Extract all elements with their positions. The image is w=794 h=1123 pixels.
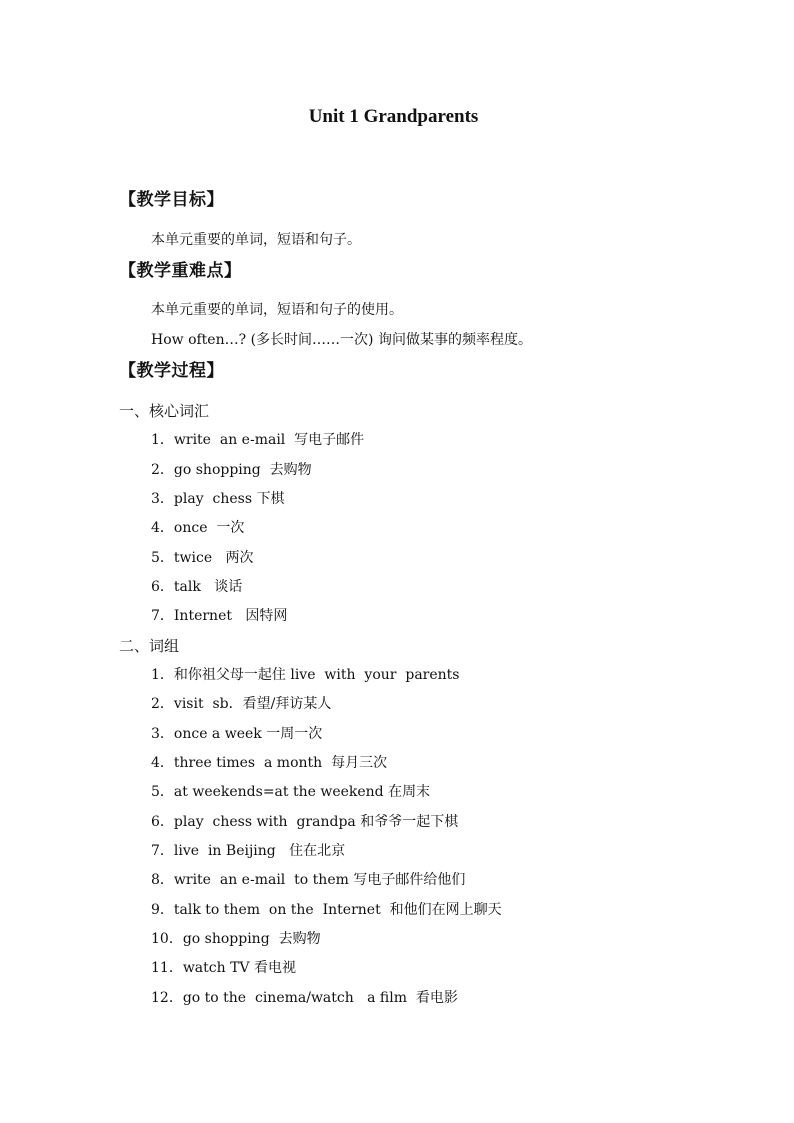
vocabulary-item: 3．play chess 下棋	[151, 491, 285, 507]
key-difficulties-heading: 【教学重难点】	[119, 261, 242, 281]
phrase-item: 9．talk to them on the Internet 和他们在网上聊天	[151, 902, 502, 918]
phrase-item: 6．play chess with grandpa 和爷爷一起下棋	[151, 814, 459, 830]
key-difficulties-line-1: 本单元重要的单词，短语和句子的使用。	[151, 302, 403, 318]
core-vocabulary-label: 一、核心词汇	[119, 402, 210, 420]
phrase-item: 1．和你祖父母一起住 live with your parents	[151, 667, 460, 683]
phrase-item: 2．visit sb．看望/拜访某人	[151, 696, 332, 712]
phrase-item: 5．at weekends=at the weekend 在周末	[151, 784, 431, 800]
vocabulary-item: 6．talk 谈话	[151, 579, 243, 595]
teaching-process-heading: 【教学过程】	[119, 361, 224, 381]
teaching-objectives-heading: 【教学目标】	[119, 190, 224, 210]
phrase-item: 7．live in Beijing 住在北京	[151, 843, 346, 859]
phrase-item: 10．go shopping 去购物	[151, 931, 321, 947]
vocabulary-item: 7．Internet 因特网	[151, 608, 288, 624]
phrase-item: 11．watch TV 看电视	[151, 960, 296, 976]
phrases-label: 二、词组	[119, 637, 180, 655]
page-title: Unit 1 Grandparents	[308, 106, 479, 127]
phrase-item: 3．once a week 一周一次	[151, 726, 323, 742]
vocabulary-item: 4．once 一次	[151, 520, 245, 536]
phrase-item: 4．three times a month 每月三次	[151, 755, 388, 771]
teaching-objectives-text: 本单元重要的单词，短语和句子。	[151, 232, 361, 248]
vocabulary-item: 1．write an e-mail 写电子邮件	[151, 432, 365, 448]
vocabulary-item: 5．twice 两次	[151, 550, 254, 566]
phrase-item: 12．go to the cinema/watch a film 看电影	[151, 990, 458, 1006]
vocabulary-item: 2．go shopping 去购物	[151, 462, 312, 478]
key-difficulties-line-2: How often…? (多长时间……一次) 询问做某事的频率程度。	[151, 332, 532, 348]
phrase-item: 8．write an e-mail to them 写电子邮件给他们	[151, 872, 466, 888]
